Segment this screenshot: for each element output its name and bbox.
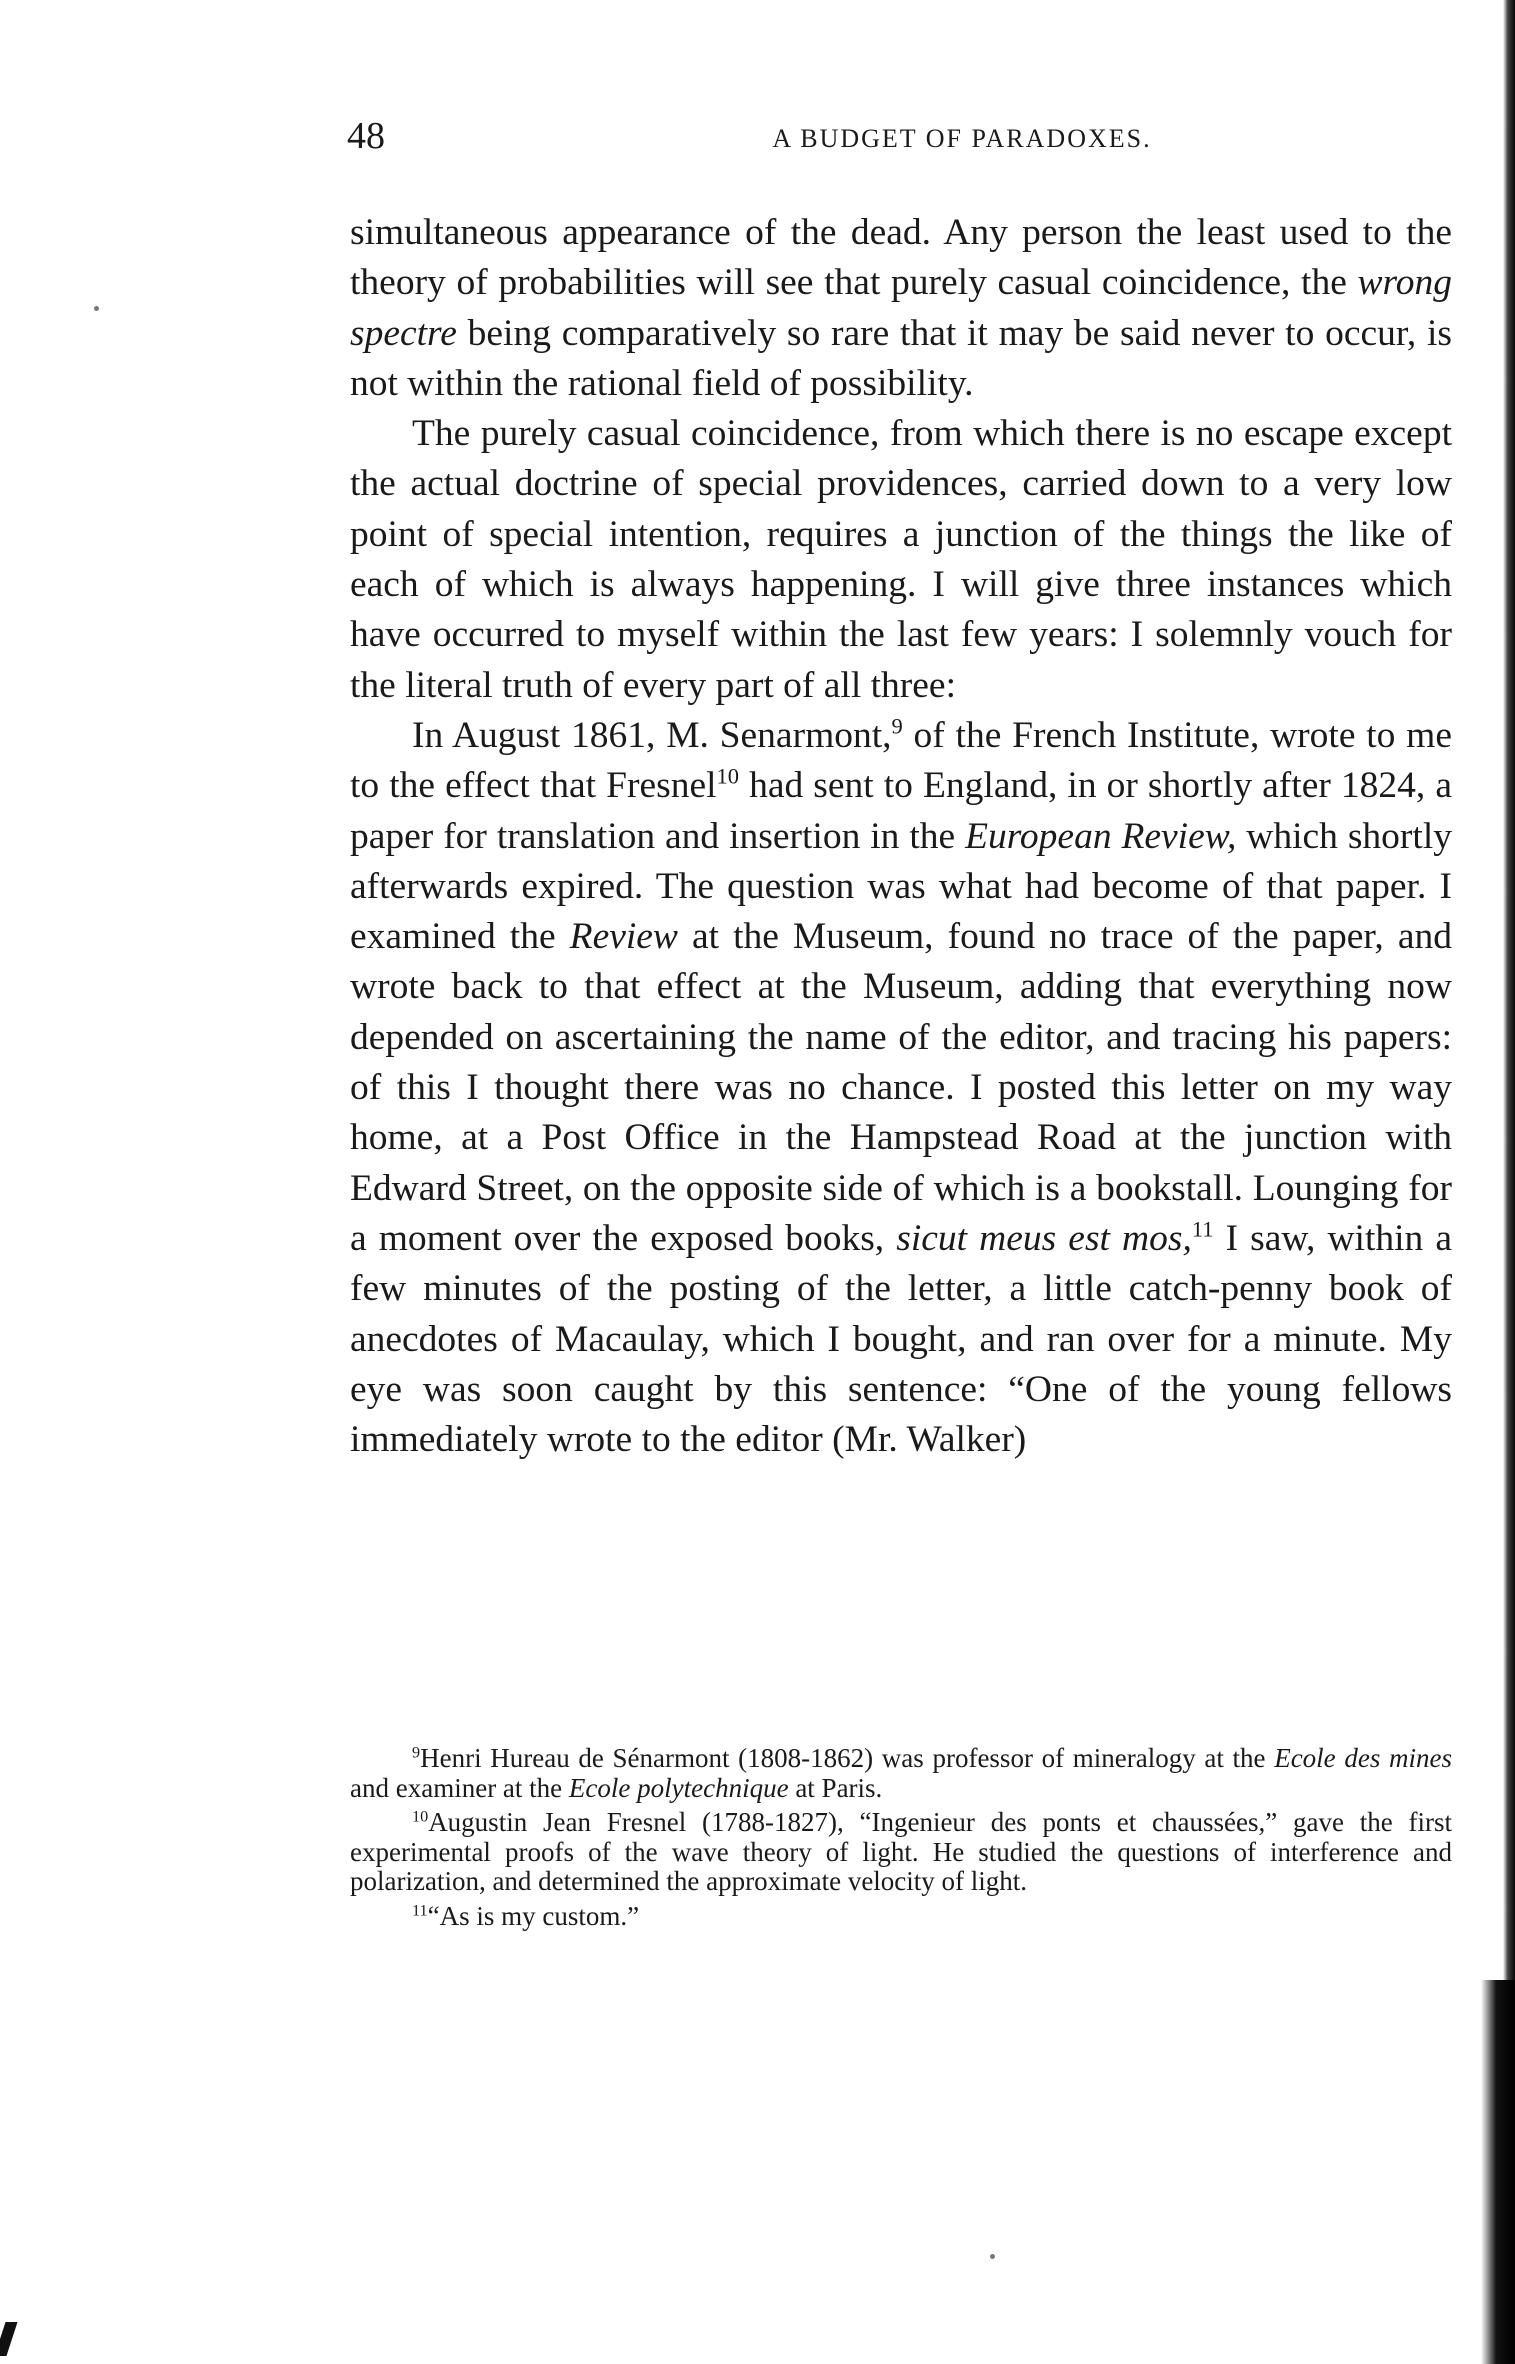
page-edge-dark [1481,1980,1515,2364]
footnote-ref-9: 9 [891,713,903,739]
fn10-text: Augustin Jean Fresnel (1788-1827), “Ingenieur des ponts et chaussées,” gave the first experimental proofs of the wave theory of light. He studied the questions of interference and polarization, and determined the approximate velocity of light. [350,1807,1452,1896]
dust-speck [990,2254,995,2259]
fn9-text-b: and examiner at the [350,1772,569,1803]
p1-italic-wrong-spectre: wrong spectre [350,262,1452,354]
p3-italic-latin-phrase: sicut meus est mos, [896,1217,1192,1259]
p3-text-b: of the French Institute, wrote to me to the effect that Fresnel [350,714,1452,807]
fn9-italic-ecole-des-mines: Ecole des mines [1274,1743,1452,1773]
footnotes [350,1744,1452,1936]
p3-text-d: which shortly afterwards expired. The question was what had become of that paper. I examined the [350,815,1452,958]
main-text [350,208,1452,1465]
fn9-italic-ecole-polytechnique: Ecole polytechnique [568,1772,789,1803]
p3-italic-european-review: European Review, [965,815,1237,857]
p3-text-c: had sent to England, in or shortly after 1824, a paper for translation and insertion in the [350,765,1452,857]
p3-italic-review: Review [569,916,678,958]
footnote-ref-10: 10 [716,763,740,789]
page-number: 48 [347,115,385,157]
scan-mark [0,2322,18,2356]
fn9-text-a: Henri Hureau de Sénarmont (1808-1862) was professor of mineralogy at the [420,1743,1275,1773]
running-head: A BUDGET OF PARADOXES. [772,124,1152,153]
footnote-10 [350,1808,1452,1897]
footnote-11 [350,1902,1452,1932]
fn9-text-c: at Paris. [788,1772,883,1803]
p2-text: The purely casual coincidence, from which there is no escape except the actual doctrine of special providences, carried down to a very low point of special intention, requires a junction of the things the like of each of which is always happening. I will give three instances which have occurred to myself within the last few years: I solemnly vouch for the literal truth of every part of all three: [350,413,1452,706]
paragraph-3 [350,711,1452,1465]
footnote-ref-11: 11 [1191,1216,1214,1242]
footnote-marker-11: 11 [412,1900,428,1919]
fn11-text: “As is my custom.” [427,1900,640,1931]
page-header [347,106,1457,166]
p1-text-b: being comparatively so rare that it may be said never to occur, is not within the rational field of possibility. [350,312,1452,404]
paragraph-1 [350,208,1452,409]
dust-speck [94,306,99,311]
footnote-marker-10: 10 [412,1807,429,1826]
p3-text-f: I saw, within a few minutes of the posting of the letter, a little catch-penny book of anecdotes of Macaulay, which I bought, and ran over for a minute. My eye was soon caught by this sentence: “One of the young fellows immediately wrote to the editor (Mr. Walker) [350,1217,1453,1461]
p1-text-a: simultaneous appearance of the dead. Any person the least used to the theory of probabilities will see that purely casual coincidence, the [350,212,1452,304]
p3-text-e: at the Museum, found no trace of the paper, and wrote back to that effect at the Museum, adding that everything now depended on ascertaining the name of the editor, and tracing his papers: of this I thought there was no chance. I posted this letter on my way home, at a Post Office in the Hampstead Road at the junction with Edward Street, on the opposite side of which is a bookstall. Lounging for a moment over the exposed books, [350,916,1452,1259]
paragraph-2 [350,409,1452,711]
p3-text-a: In August 1861, M. Senarmont, [412,714,892,756]
footnote-9 [350,1744,1452,1803]
footnote-marker-9: 9 [412,1743,421,1762]
